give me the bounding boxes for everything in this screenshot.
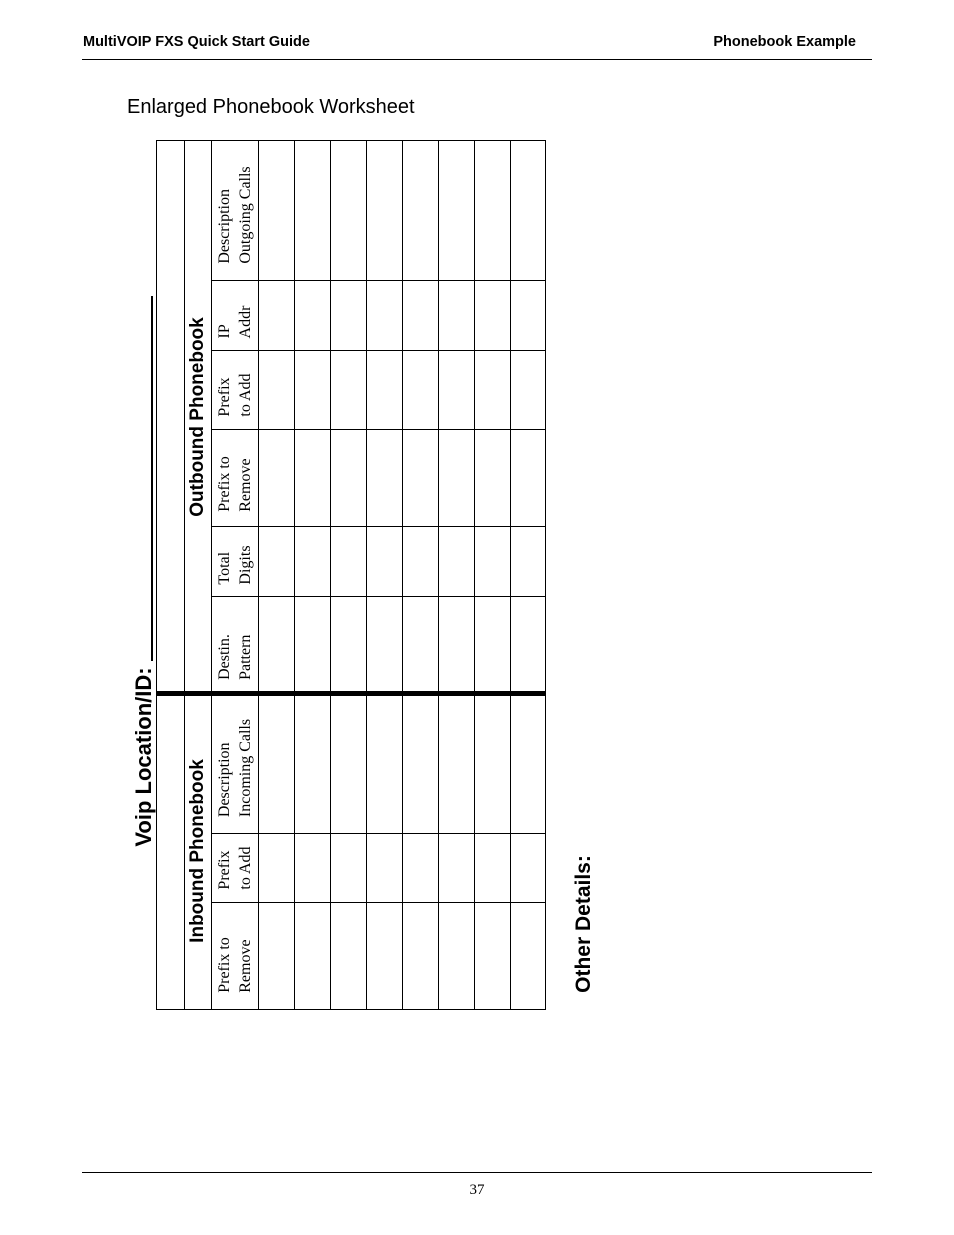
header-guide-title: MultiVOIP FXS Quick Start Guide xyxy=(83,34,310,50)
page-title: Enlarged Phonebook Worksheet xyxy=(127,96,415,118)
section-divider xyxy=(156,691,546,696)
voip-location-input-line xyxy=(151,296,153,661)
header-section-title: Phonebook Example xyxy=(713,34,856,50)
footer-rule xyxy=(82,1172,872,1173)
page-number: 37 xyxy=(469,1182,485,1198)
